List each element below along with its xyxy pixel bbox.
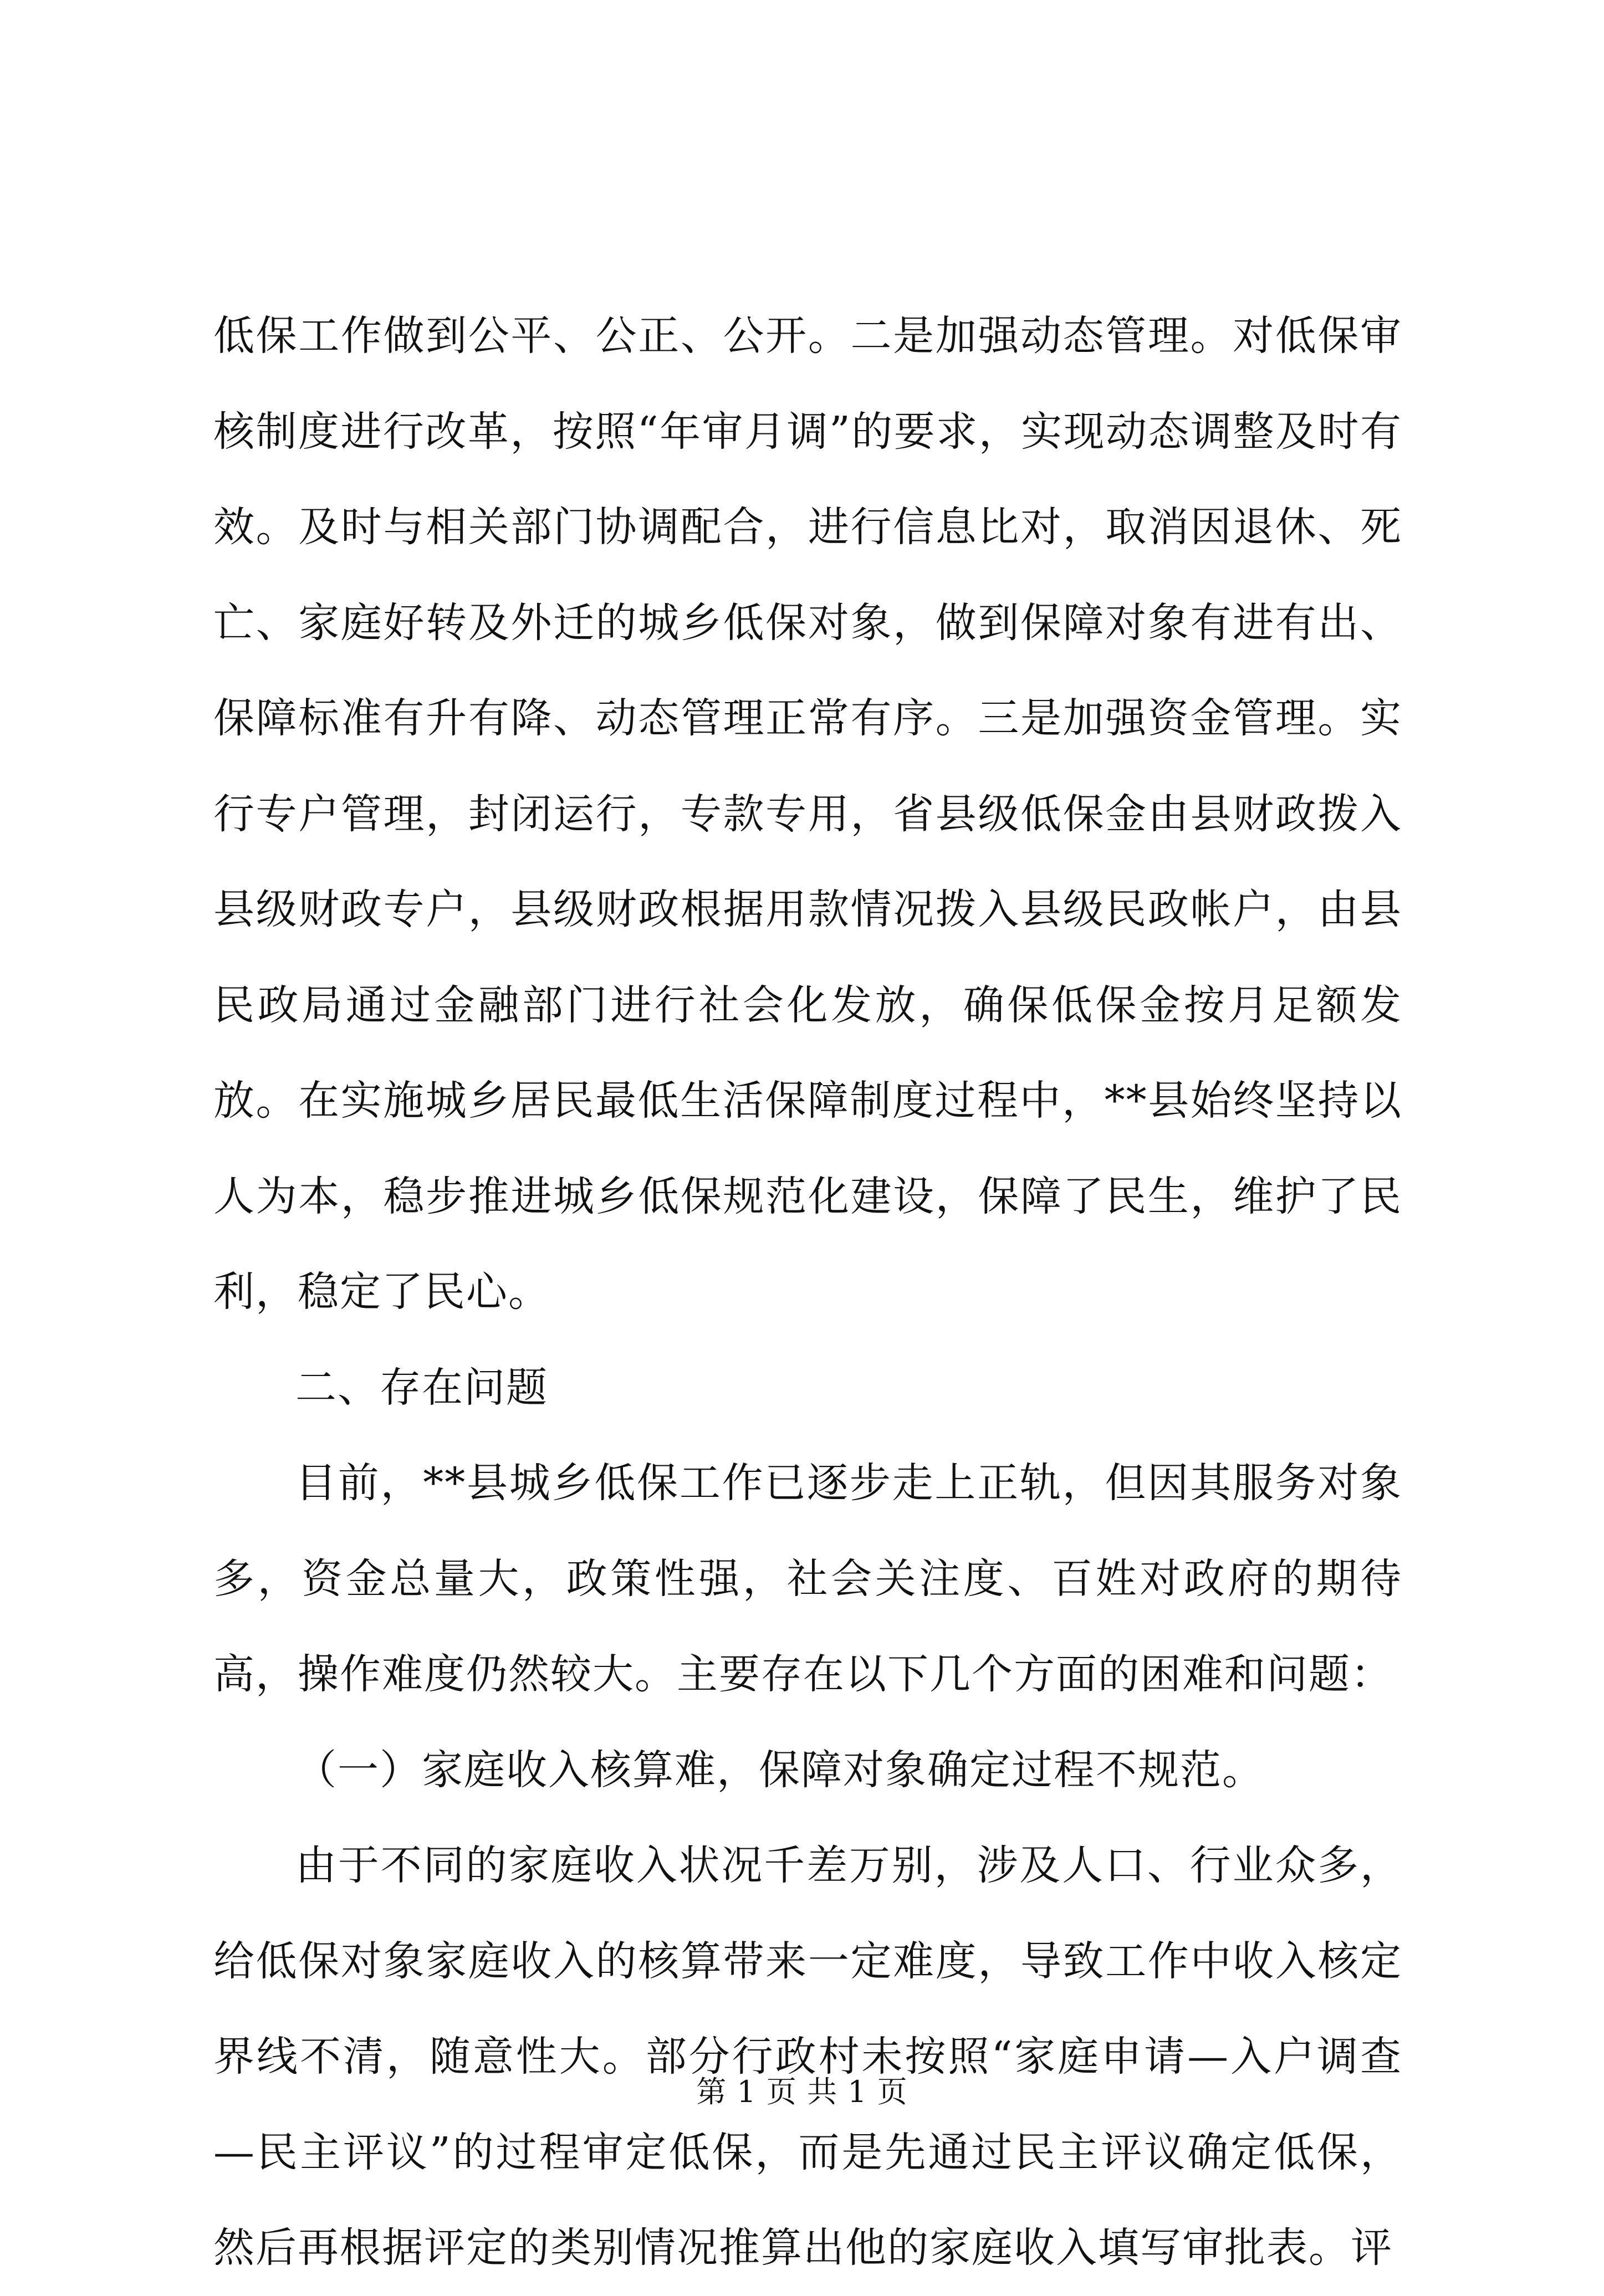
section-heading-problems: 二、存在问题 <box>295 1363 548 1412</box>
document-body <box>213 288 1402 2296</box>
paragraph-problems-intro: 目前，**县城乡低保工作已逐步走上正轨，但因其服务对象多，资金总量大，政策性强，社会关注度、百姓对政府的期待高，操作难度仍然较大。主要存在以下几个方面的困难和问题： <box>213 1459 1402 1698</box>
page-footer: 第 1 页 共 1 页 <box>696 2074 908 2109</box>
paragraph-income-calculation: 由于不同的家庭收入状况千差万别，涉及人口、行业众多，给低保对象家庭收入的核算带来一定难度，导致工作中收入核定界线不清，随意性大。部分行政村未按照“家庭申请—入户调查—民主评议”的过程审定低保，而是先通过民主评议确定低保，然后再根据评定的类别情况推算出他的家庭收入填写审批表。评 <box>213 1842 1402 2272</box>
subheading-income-calculation: （一）家庭收入核算难，保障对象确定过程不规范。 <box>295 1746 1264 1794</box>
paragraph-continuation: 低保工作做到公平、公正、公开。二是加强动态管理。对低保审核制度进行改革，按照“年审月调”的要求，实现动态调整及时有效。及时与相关部门协调配合，进行信息比对，取消因退休、死亡、家庭好转及外迁的城乡低保对象，做到保障对象有进有出、保障标准有升有降、动态管理正常有序。三是加强资金管理。实行专户管理，封闭运行，专款专用，省县级低保金由县财政拨入县级财政专户，县级财政根据用款情况拨入县级民政帐户，由县民政局通过金融部门进行社会化发放，确保低保金按月足额发放。在实施城乡居民最低生活保障制度过程中，**县始终坚持以人为本，稳步推进城乡低保规范化建设，保障了民生，维护了民利，稳定了民心。 <box>213 312 1402 1316</box>
